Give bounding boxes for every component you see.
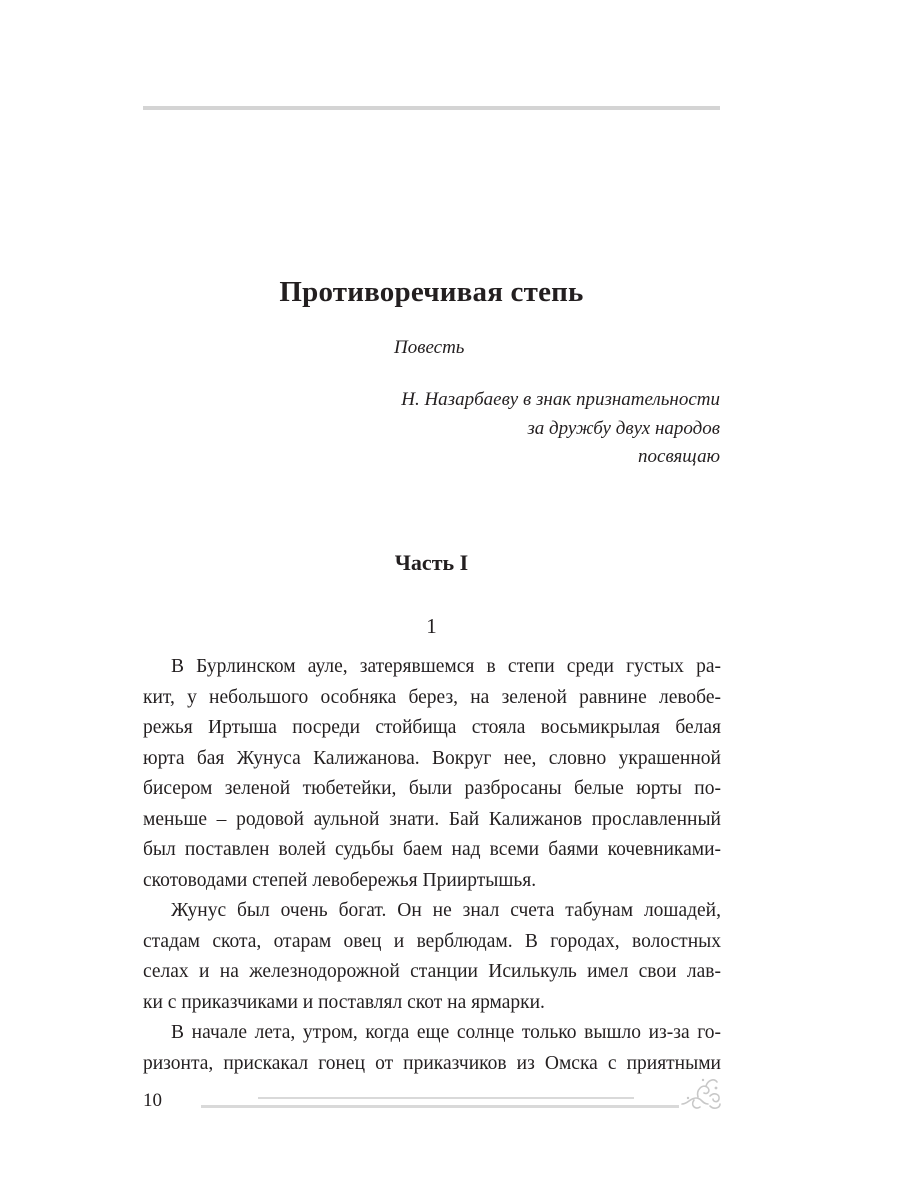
part-heading: Часть I xyxy=(394,550,469,575)
text-line: юрта бая Жунуса Калижанова. Вокруг нее, словно украшенной xyxy=(143,747,721,769)
text-line: скотоводами степей левобережья Прииртышья. xyxy=(143,869,537,891)
dedication xyxy=(401,386,720,472)
text-line: был поставлен волей судьбы баем над всеми баями кочевниками- xyxy=(143,839,721,860)
footer-rule xyxy=(201,1105,679,1108)
text-line: В Бурлинском ауле, затерявшемся в степи среди густых ра- xyxy=(171,656,721,677)
floral-ornament-icon xyxy=(676,1070,724,1112)
text-line: режья Иртыша посреди стойбища стояла восьмикрылая белая xyxy=(143,717,721,738)
genre-subtitle: Повесть xyxy=(394,337,465,358)
top-rule xyxy=(143,106,720,110)
footer-rule-thin xyxy=(258,1097,634,1099)
page-number: 10 xyxy=(143,1090,162,1111)
dedication-line: Н. Назарбаеву в знак признательности xyxy=(401,389,720,410)
text-line: бисером зеленой тюбетейки, были разбросаны белые юрты по- xyxy=(143,778,721,799)
dedication-line: посвящаю xyxy=(638,446,720,467)
page-title: Противоречивая степь xyxy=(279,276,584,308)
text-line: ки с приказчиками и поставлял скот на ярмарки. xyxy=(143,991,545,1013)
dedication-line: за дружбу двух народов xyxy=(527,417,720,439)
text-line: Жунус был очень богат. Он не знал счета табунам лошадей, xyxy=(171,900,721,921)
text-line: В начале лета, утром, когда еще солнце только вышло из-за го- xyxy=(171,1022,721,1043)
text-line: селах и на железнодорожной станции Исилькуль имел свои лав- xyxy=(143,961,721,982)
text-line: ризонта, прискакал гонец от приказчиков из Омска с приятными xyxy=(143,1052,721,1074)
text-line: кит, у небольшого особняка берез, на зеленой равнине левобе- xyxy=(143,686,721,708)
text-line: меньше – родовой аульной знати. Бай Калижанов прославленный xyxy=(143,808,721,830)
text-line: стадам скота, отарам овец и верблюдам. В городах, волостных xyxy=(143,930,721,952)
chapter-number: 1 xyxy=(426,614,437,638)
body-text xyxy=(143,652,721,1079)
